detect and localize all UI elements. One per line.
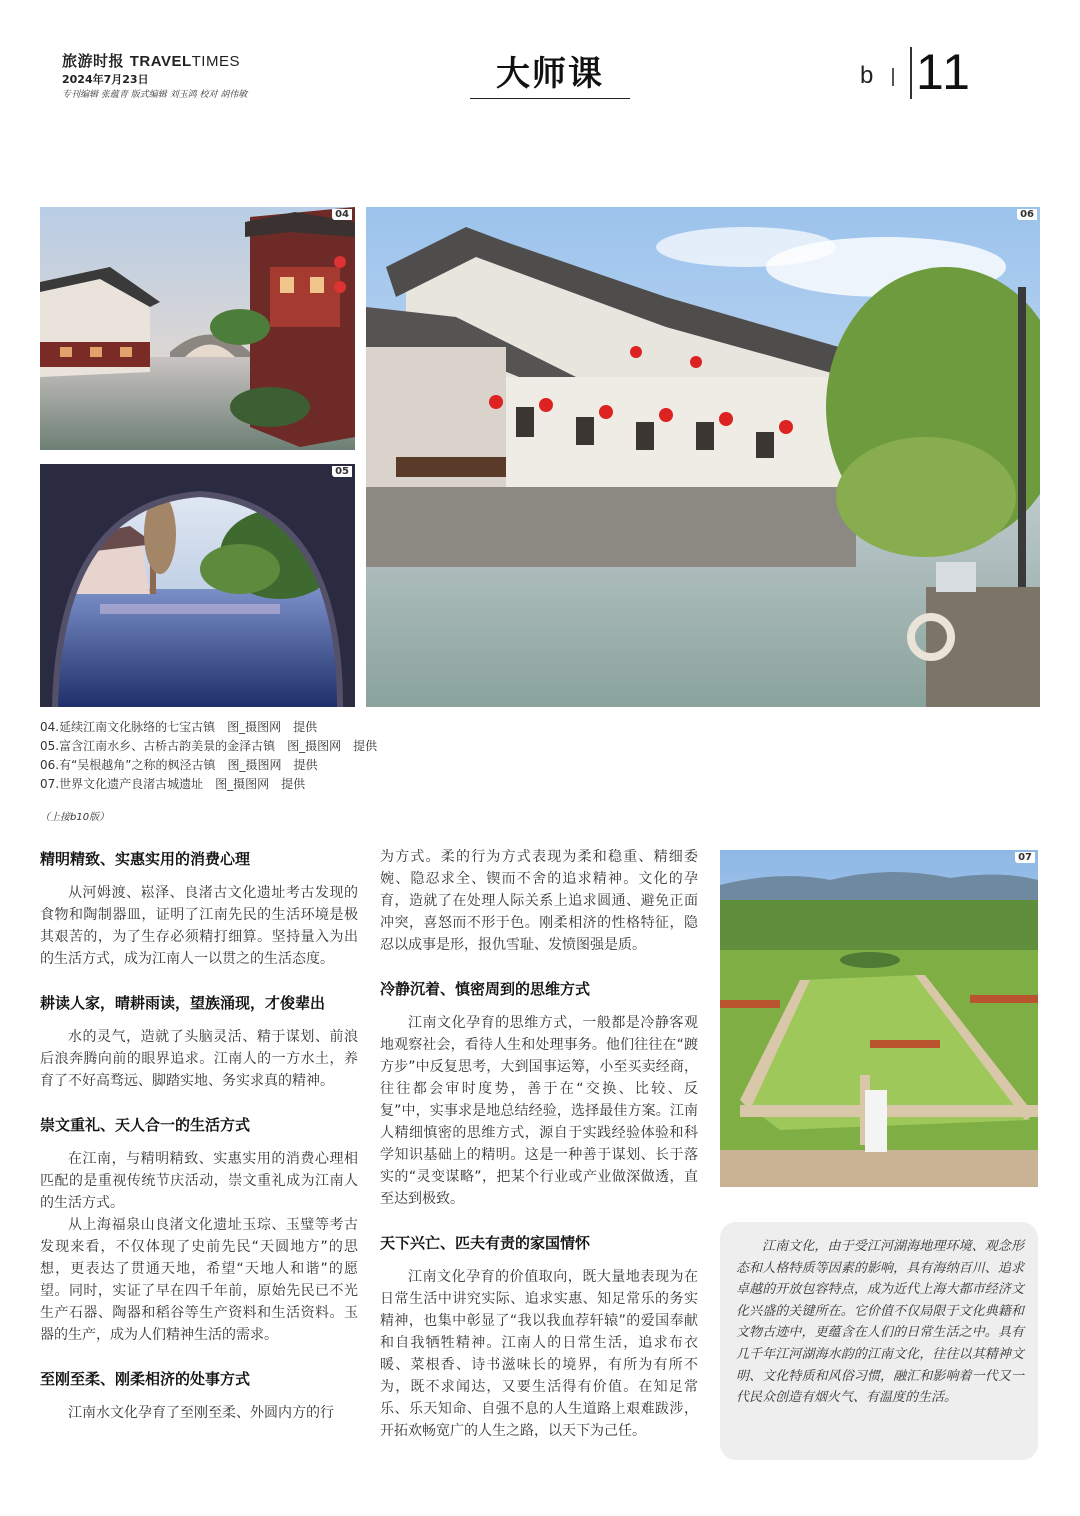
heading-thinking: 冷静沉着、慎密周到的思维方式 [380, 980, 591, 998]
paragraph-conduct-continued: 为方式。柔的行为方式表现为柔和稳重、精细委婉、隐忍求全、锲而不舍的追求精神。文化的孕育，造就了在处理人际关系上追求圆通、避免正面冲突，喜怒而不形于色。刚柔相济的性格特征，隐忍以成事是形，报仇雪耻、发愤图强是质。 [380, 849, 698, 953]
brand-english-light: TIMES [191, 53, 240, 70]
heading-farming-reading: 耕读人家，晴耕雨读，望族涌现，才俊辈出 [40, 994, 326, 1012]
newspaper-brand [62, 50, 240, 71]
bridge-arch-illustration [40, 464, 355, 707]
photo-captions [40, 718, 377, 794]
photo-water-village-06 [366, 207, 1040, 707]
page-divider-short [892, 68, 894, 86]
brand-english-bold: TRAVEL [129, 53, 192, 70]
caption-07: 07.世界文化遗产良渚古城遗址 图_摄图网 提供 [40, 777, 306, 791]
brand-chinese: 旅游时报 [62, 52, 125, 70]
paragraph-farming-reading: 水的灵气，造就了头脑灵活、精于谋划、前浪后浪奔腾向前的眼界追求。江南人的一方水土，养育了不好高骛远、脚踏实地、务实求真的精神。 [40, 1029, 358, 1089]
heading-conduct: 至刚至柔、刚柔相济的处事方式 [40, 1370, 251, 1388]
continued-from-note: （上接b10版） [40, 812, 110, 823]
sidebar-text: 江南文化，由于受江河湖海地理环境、观念形态和人格特质等因素的影响，具有海纳百川、追求卓越的开放包容特点，成为近代上海大都市经济文化兴盛的关键所在。它价值不仅局限于文化典籍和文物古迹中，更蕴含在人们的日常生活之中。具有几千年江河湖海水韵的江南文化，往往以其精神文明、文化特质和风俗习惯，融汇和影响着一代又一代民众创造有烟火气、有温度的生活。 [736, 1239, 1024, 1406]
section-title: 大师课 [496, 54, 604, 94]
heading-consumption: 精明精致、实惠实用的消费心理 [40, 850, 251, 868]
photo-canal-town-04 [40, 207, 355, 450]
paragraph-consumption: 从河姆渡、崧泽、良渚古文化遗址考古发现的食物和陶制器皿，证明了江南先民的生活环境是极其艰苦的，为了生存必须精打细算。坚持量入为出的生活方式，成为江南人一以贯之的生活态度。 [40, 885, 358, 967]
caption-05: 05.富含江南水乡、古桥古韵美景的金泽古镇 图_摄图网 提供 [40, 739, 378, 753]
photo-archaeological-site-07 [720, 850, 1038, 1187]
editorial-staff: 专刊编辑 张蕴青 版式编辑 刘玉鸿 校对 胡伟敏 [62, 90, 248, 100]
paragraph-lifestyle-1: 在江南，与精明精致、实惠实用的消费心理相匹配的是重视传统节庆活动，崇文重礼成为江南人的生活方式。 [40, 1151, 358, 1211]
issue-date: 2024年7月23日 [62, 73, 149, 86]
paragraph-conduct-start: 江南水文化孕育了至刚至柔、外圆内方的行 [68, 1405, 334, 1421]
page-divider-tall [910, 47, 912, 99]
article-column-1 [40, 848, 358, 1424]
heading-lifestyle: 崇文重礼、天人合一的生活方式 [40, 1116, 251, 1134]
photo-number-06: 06 [1017, 209, 1037, 220]
summary-sidebar [720, 1222, 1038, 1460]
paragraph-thinking: 江南文化孕育的思维方式，一般都是冷静客观地观察社会，看待人生和处理事务。他们往往在“踱方步”中反复思考，大到国事运筹，小至买卖经商，往往都会审时度势，善于在“交换、比较、反复”中，实事求是地总结经验，选择最佳方案。江南人精细慎密的思维方式，源自于实践经验体验和科学知识基础上的精明。这是一种善于谋划、长于落实的“灵变谋略”，把某个行业或产业做深做透，直至达到极致。 [380, 1015, 698, 1207]
photo-number-07: 07 [1015, 852, 1035, 863]
section-title-rule [470, 98, 630, 99]
article-column-2 [380, 846, 698, 1442]
water-village-illustration [366, 207, 1040, 707]
paragraph-patriotism: 江南文化孕育的价值取向，既大量地表现为在日常生活中讲究实际、追求实惠、知足常乐的务实精神，也集中彰显了“我以我血荐轩辕”的爱国奉献和自我牺牲精神。江南人的日常生活，追求布衣暖、菜根香、诗书滋味长的境界，有所为有所不为，既不求闻达，又要生活得有价值。在知足常乐、乐天知命、自强不息的人生道路上艰难跋涉，开拓欢畅宽广的人生之路，以天下为己任。 [380, 1269, 698, 1439]
page-number: 11 [916, 44, 972, 100]
photo-bridge-arch-05 [40, 464, 355, 707]
photo-number-04: 04 [332, 209, 352, 220]
page-section-letter: b [860, 62, 874, 89]
caption-04: 04.延续江南文化脉络的七宝古镇 图_摄图网 提供 [40, 720, 318, 734]
canal-town-illustration [40, 207, 355, 450]
photo-number-05: 05 [332, 466, 352, 477]
paragraph-lifestyle-2: 从上海福泉山良渚文化遗址玉琮、玉璧等考古发现来看，不仅体现了史前先民“天圆地方”的思想，更表达了贯通天地，希望“天地人和谐”的愿望。同时，实证了早在四千年前，原始先民已不光生产石器、陶器和稻谷等生产资料和生活资料。玉器的生产，成为人们精神生活的需求。 [40, 1217, 358, 1343]
caption-06: 06.有“吴根越角”之称的枫泾古镇 图_摄图网 提供 [40, 758, 318, 772]
archaeological-site-illustration [720, 850, 1038, 1187]
heading-patriotism: 天下兴亡、匹夫有责的家国情怀 [380, 1234, 591, 1252]
